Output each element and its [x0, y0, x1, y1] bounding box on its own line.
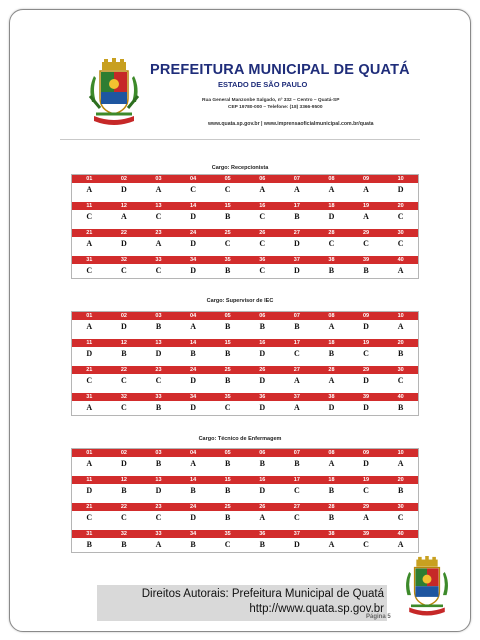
answer-letter: B — [363, 266, 369, 275]
question-number: 05 — [224, 313, 231, 319]
answer-table-recepcionista — [71, 174, 419, 279]
answer-letter: C — [363, 349, 369, 358]
answer-letter: B — [121, 486, 127, 495]
question-number-row — [72, 256, 418, 264]
question-number: 16 — [259, 477, 266, 483]
answer-group — [72, 366, 418, 388]
answer-letter: C — [155, 513, 162, 522]
answer-letter: C — [328, 239, 335, 248]
question-number: 14 — [190, 340, 197, 346]
answer-letter: B — [294, 459, 300, 468]
question-number: 36 — [259, 394, 266, 400]
answer-row — [72, 511, 418, 525]
question-number: 34 — [190, 531, 197, 537]
question-number: 12 — [120, 477, 127, 483]
question-number: 29 — [362, 367, 370, 373]
answer-letter: C — [121, 513, 127, 522]
question-number-row — [72, 366, 418, 374]
question-number: 02 — [120, 450, 127, 456]
question-number: 23 — [155, 367, 162, 373]
question-number: 19 — [362, 340, 370, 346]
question-number: 16 — [259, 203, 266, 209]
question-number: 08 — [328, 176, 335, 182]
question-number: 01 — [86, 450, 93, 456]
answer-letter: A — [86, 459, 93, 468]
answer-letter: D — [328, 212, 335, 221]
answer-letter: C — [397, 376, 404, 385]
question-number: 31 — [86, 394, 93, 400]
question-number: 26 — [259, 230, 266, 236]
question-number: 01 — [86, 313, 93, 319]
answer-letter: C — [293, 513, 300, 522]
question-number: 12 — [120, 203, 127, 209]
answer-letter: C — [397, 212, 404, 221]
answer-letter: A — [190, 459, 196, 468]
answer-letter: B — [86, 540, 92, 549]
answer-letter: C — [259, 212, 266, 221]
answer-letter: C — [224, 403, 231, 412]
answer-letter: A — [86, 239, 93, 248]
answer-letter: D — [190, 513, 196, 522]
question-number: 18 — [328, 203, 335, 209]
answer-letter: A — [293, 403, 300, 412]
answer-letter: B — [294, 212, 300, 221]
question-number: 33 — [155, 257, 162, 263]
question-number: 02 — [120, 313, 127, 319]
footer-crest-logo — [402, 556, 452, 620]
answer-letter: A — [121, 212, 127, 221]
answer-letter: B — [397, 349, 404, 358]
answer-letter: B — [121, 349, 127, 358]
question-number: 13 — [155, 203, 162, 209]
question-number-row — [72, 312, 418, 320]
question-number-row — [72, 449, 418, 457]
question-number: 08 — [328, 313, 335, 319]
answer-group — [72, 229, 418, 251]
question-number: 10 — [397, 313, 404, 319]
question-number: 23 — [155, 504, 162, 510]
answer-letter: D — [293, 540, 300, 549]
question-number-row — [72, 175, 418, 183]
answer-letter: A — [363, 212, 369, 221]
question-number: 32 — [120, 257, 127, 263]
answer-letter: C — [397, 513, 404, 522]
question-number: 02 — [120, 176, 127, 182]
address-line-2: CEP 19780-000 – Telefone: (18) 3366-9500 — [228, 105, 323, 110]
answer-letter: C — [259, 239, 266, 248]
question-number: 10 — [397, 450, 404, 456]
question-number: 22 — [120, 367, 127, 373]
answer-letter: D — [397, 185, 404, 194]
answer-group — [72, 476, 418, 498]
answer-letter: B — [259, 322, 265, 331]
question-number: 33 — [155, 394, 162, 400]
answer-row — [72, 457, 418, 471]
answer-group — [72, 503, 418, 525]
answer-letter: B — [328, 486, 335, 495]
question-number-row — [72, 393, 418, 401]
footer-url-link[interactable]: http://www.quata.sp.gov.br — [249, 603, 384, 615]
answer-letter: A — [293, 185, 300, 194]
answer-letter: C — [155, 376, 162, 385]
cargo-title-supervisor-iec: Cargo: Supervisor de IEC — [206, 298, 274, 304]
question-number: 25 — [224, 504, 231, 510]
answer-letter: C — [86, 513, 93, 522]
answer-letter: B — [155, 459, 162, 468]
answer-table-tecnico-enfermagem — [71, 448, 419, 553]
question-number: 08 — [328, 450, 335, 456]
answer-letter: C — [121, 266, 127, 275]
answer-letter: B — [225, 349, 231, 358]
answer-letter: C — [155, 266, 162, 275]
answer-letter: B — [225, 459, 231, 468]
question-number: 06 — [259, 176, 266, 182]
question-number: 28 — [328, 230, 335, 236]
answer-letter: C — [86, 266, 93, 275]
answer-letter: C — [224, 185, 231, 194]
question-number: 28 — [328, 504, 335, 510]
answer-letter: D — [259, 376, 266, 385]
answer-letter: B — [190, 486, 196, 495]
question-number: 05 — [224, 450, 231, 456]
answer-letter: A — [328, 322, 335, 331]
question-number: 09 — [362, 450, 370, 456]
answer-row — [72, 347, 418, 361]
answer-letter: C — [155, 212, 162, 221]
answer-letter: A — [155, 185, 162, 194]
question-number: 04 — [190, 176, 197, 182]
question-number: 07 — [293, 313, 300, 319]
answer-letter: A — [397, 322, 404, 331]
question-number: 35 — [224, 394, 231, 400]
question-number: 20 — [397, 477, 404, 483]
answer-row — [72, 237, 418, 251]
question-number: 03 — [155, 450, 162, 456]
question-number: 28 — [328, 367, 335, 373]
answer-letter: B — [121, 540, 127, 549]
cargo-title-recepcionista: Cargo: Recepcionista — [211, 165, 269, 171]
question-number: 16 — [259, 340, 266, 346]
answer-letter: A — [259, 513, 266, 522]
question-number-row — [72, 503, 418, 511]
answer-letter: D — [190, 212, 196, 221]
answer-letter: A — [328, 459, 335, 468]
question-number: 20 — [397, 203, 404, 209]
answer-letter: D — [363, 403, 369, 412]
question-number-row — [72, 530, 418, 538]
question-number: 19 — [362, 477, 370, 483]
answer-letter: D — [190, 266, 196, 275]
question-number: 31 — [86, 257, 93, 263]
answer-row — [72, 210, 418, 224]
answer-letter: A — [363, 513, 369, 522]
question-number: 27 — [293, 230, 300, 236]
answer-letter: D — [293, 266, 300, 275]
answer-letter: C — [363, 486, 369, 495]
answer-row — [72, 538, 418, 552]
answer-table-supervisor-iec — [71, 311, 419, 416]
answer-letter: D — [259, 403, 266, 412]
page-number: Página 5 — [366, 614, 391, 620]
question-number: 22 — [120, 230, 127, 236]
answer-letter: A — [86, 322, 93, 331]
question-number: 18 — [328, 477, 335, 483]
answer-letter: C — [224, 239, 231, 248]
answer-letter: D — [190, 376, 196, 385]
question-number: 11 — [86, 203, 93, 209]
answer-letter: D — [259, 486, 266, 495]
question-number: 30 — [397, 367, 404, 373]
answer-letter: D — [259, 349, 266, 358]
question-number: 37 — [293, 531, 300, 537]
answer-group — [72, 393, 418, 415]
question-number: 17 — [293, 203, 300, 209]
question-number: 39 — [362, 257, 370, 263]
question-number: 11 — [86, 477, 93, 483]
question-number: 26 — [259, 367, 266, 373]
question-number: 24 — [190, 504, 197, 510]
answer-row — [72, 374, 418, 388]
answer-letter: C — [86, 376, 93, 385]
question-number-row — [72, 476, 418, 484]
question-number: 12 — [120, 340, 127, 346]
question-number: 17 — [293, 477, 300, 483]
question-number: 09 — [362, 313, 370, 319]
question-number: 13 — [155, 477, 162, 483]
question-number: 07 — [293, 176, 300, 182]
question-number: 01 — [86, 176, 93, 182]
answer-letter: D — [190, 239, 196, 248]
question-number: 03 — [155, 313, 162, 319]
question-number: 39 — [362, 394, 370, 400]
answer-row — [72, 401, 418, 415]
answer-letter: D — [155, 486, 162, 495]
answer-letter: C — [121, 403, 127, 412]
question-number: 26 — [259, 504, 266, 510]
answer-group — [72, 530, 418, 552]
answer-letter: B — [225, 513, 231, 522]
answer-group — [72, 312, 418, 334]
question-number: 15 — [224, 340, 231, 346]
question-number: 25 — [224, 367, 231, 373]
question-number: 05 — [224, 176, 231, 182]
question-number: 22 — [120, 504, 127, 510]
question-number: 17 — [293, 340, 300, 346]
question-number: 32 — [120, 394, 127, 400]
answer-letter: D — [363, 459, 369, 468]
copyright-text: Direitos Autorais: Prefeitura Municipal de Quatá — [141, 588, 384, 600]
answer-letter: B — [190, 540, 196, 549]
website-links: www.quata.sp.gov.br | www.imprensaoficialmunicipal.com.br/quata — [208, 121, 374, 127]
question-number: 36 — [259, 257, 266, 263]
answer-letter: B — [328, 513, 335, 522]
answer-letter: A — [155, 540, 162, 549]
question-number: 40 — [397, 257, 404, 263]
question-number: 27 — [293, 367, 300, 373]
answer-letter: D — [155, 349, 162, 358]
question-number: 18 — [328, 340, 335, 346]
answer-letter: B — [225, 376, 231, 385]
answer-letter: C — [86, 212, 93, 221]
answer-row — [72, 320, 418, 334]
question-number: 15 — [224, 203, 231, 209]
question-number: 21 — [86, 230, 93, 236]
answer-letter: B — [225, 212, 231, 221]
question-number: 37 — [293, 394, 300, 400]
question-number: 31 — [86, 531, 93, 537]
question-number: 38 — [328, 531, 335, 537]
answer-letter: B — [155, 403, 162, 412]
question-number: 14 — [190, 477, 197, 483]
question-number: 15 — [224, 477, 231, 483]
question-number: 39 — [362, 531, 370, 537]
answer-row — [72, 264, 418, 278]
question-number: 34 — [190, 394, 197, 400]
answer-letter: A — [293, 376, 300, 385]
answer-letter: C — [293, 349, 300, 358]
answer-letter: C — [363, 540, 369, 549]
question-number: 07 — [293, 450, 300, 456]
answer-letter: B — [397, 403, 404, 412]
answer-group — [72, 202, 418, 224]
answer-letter: B — [259, 540, 265, 549]
answer-letter: B — [190, 349, 196, 358]
question-number: 21 — [86, 367, 93, 373]
municipal-crest-logo — [86, 58, 142, 130]
page-title: PREFEITURA MUNICIPAL DE QUATÁ — [150, 62, 410, 78]
answer-letter: A — [155, 239, 162, 248]
question-number: 20 — [397, 340, 404, 346]
page-subtitle: ESTADO DE SÃO PAULO — [218, 80, 308, 89]
answer-letter: D — [363, 376, 369, 385]
answer-letter: D — [328, 403, 335, 412]
answer-group — [72, 449, 418, 471]
answer-letter: D — [190, 403, 196, 412]
question-number: 27 — [293, 504, 300, 510]
answer-letter: A — [397, 540, 404, 549]
answer-letter: B — [225, 322, 231, 331]
answer-letter: A — [86, 403, 93, 412]
answer-letter: C — [121, 376, 127, 385]
answer-letter: D — [121, 185, 127, 194]
question-number: 06 — [259, 313, 266, 319]
question-number: 38 — [328, 257, 335, 263]
answer-letter: A — [259, 185, 266, 194]
question-number: 29 — [362, 230, 370, 236]
answer-letter: B — [155, 322, 162, 331]
answer-letter: B — [225, 486, 231, 495]
question-number: 04 — [190, 313, 197, 319]
answer-letter: C — [397, 239, 404, 248]
question-number: 35 — [224, 531, 231, 537]
cargo-title-tecnico-enfermagem: Cargo: Técnico de Enfermagem — [198, 436, 282, 442]
answer-letter: D — [121, 459, 127, 468]
question-number: 34 — [190, 257, 197, 263]
answer-letter: D — [121, 239, 127, 248]
answer-row — [72, 183, 418, 197]
question-number: 29 — [362, 504, 370, 510]
answer-letter: B — [328, 349, 335, 358]
question-number: 04 — [190, 450, 197, 456]
question-number: 24 — [190, 367, 197, 373]
question-number: 09 — [362, 176, 370, 182]
question-number: 19 — [362, 203, 370, 209]
question-number: 14 — [190, 203, 197, 209]
answer-letter: D — [121, 322, 127, 331]
question-number: 23 — [155, 230, 162, 236]
answer-letter: C — [363, 239, 369, 248]
answer-letter: B — [259, 459, 265, 468]
question-number: 30 — [397, 230, 404, 236]
question-number: 37 — [293, 257, 300, 263]
question-number: 11 — [86, 340, 93, 346]
answer-letter: C — [293, 486, 300, 495]
question-number: 30 — [397, 504, 404, 510]
answer-letter: A — [328, 540, 335, 549]
question-number: 40 — [397, 531, 404, 537]
question-number: 35 — [224, 257, 231, 263]
answer-letter: B — [294, 322, 300, 331]
question-number: 25 — [224, 230, 231, 236]
answer-letter: B — [328, 266, 335, 275]
answer-group — [72, 175, 418, 197]
question-number-row — [72, 339, 418, 347]
answer-letter: C — [259, 266, 266, 275]
question-number: 38 — [328, 394, 335, 400]
question-number: 10 — [397, 176, 404, 182]
question-number: 32 — [120, 531, 127, 537]
answer-letter: A — [363, 185, 369, 194]
question-number: 21 — [86, 504, 93, 510]
answer-group — [72, 256, 418, 278]
question-number-row — [72, 202, 418, 210]
answer-letter: D — [293, 239, 300, 248]
question-number: 40 — [397, 394, 404, 400]
answer-letter: D — [363, 322, 369, 331]
question-number: 03 — [155, 176, 162, 182]
question-number: 36 — [259, 531, 266, 537]
answer-row — [72, 484, 418, 498]
address-line-1: Rua General Manzonbe Salgado, nº 332 – Centro – Quatá-SP — [202, 98, 340, 103]
question-number: 06 — [259, 450, 266, 456]
answer-letter: A — [190, 322, 196, 331]
answer-letter: A — [397, 266, 404, 275]
answer-letter: B — [225, 266, 231, 275]
answer-letter: C — [224, 540, 231, 549]
answer-letter: A — [86, 185, 93, 194]
question-number: 33 — [155, 531, 162, 537]
question-number: 24 — [190, 230, 197, 236]
header-divider — [60, 139, 420, 140]
answer-letter: A — [328, 185, 335, 194]
answer-letter: D — [86, 349, 93, 358]
question-number: 13 — [155, 340, 162, 346]
question-number-row — [72, 229, 418, 237]
answer-letter: A — [328, 376, 335, 385]
answer-letter: B — [397, 486, 404, 495]
answer-letter: D — [86, 486, 93, 495]
answer-letter: A — [397, 459, 404, 468]
answer-letter: C — [190, 185, 196, 194]
answer-group — [72, 339, 418, 361]
